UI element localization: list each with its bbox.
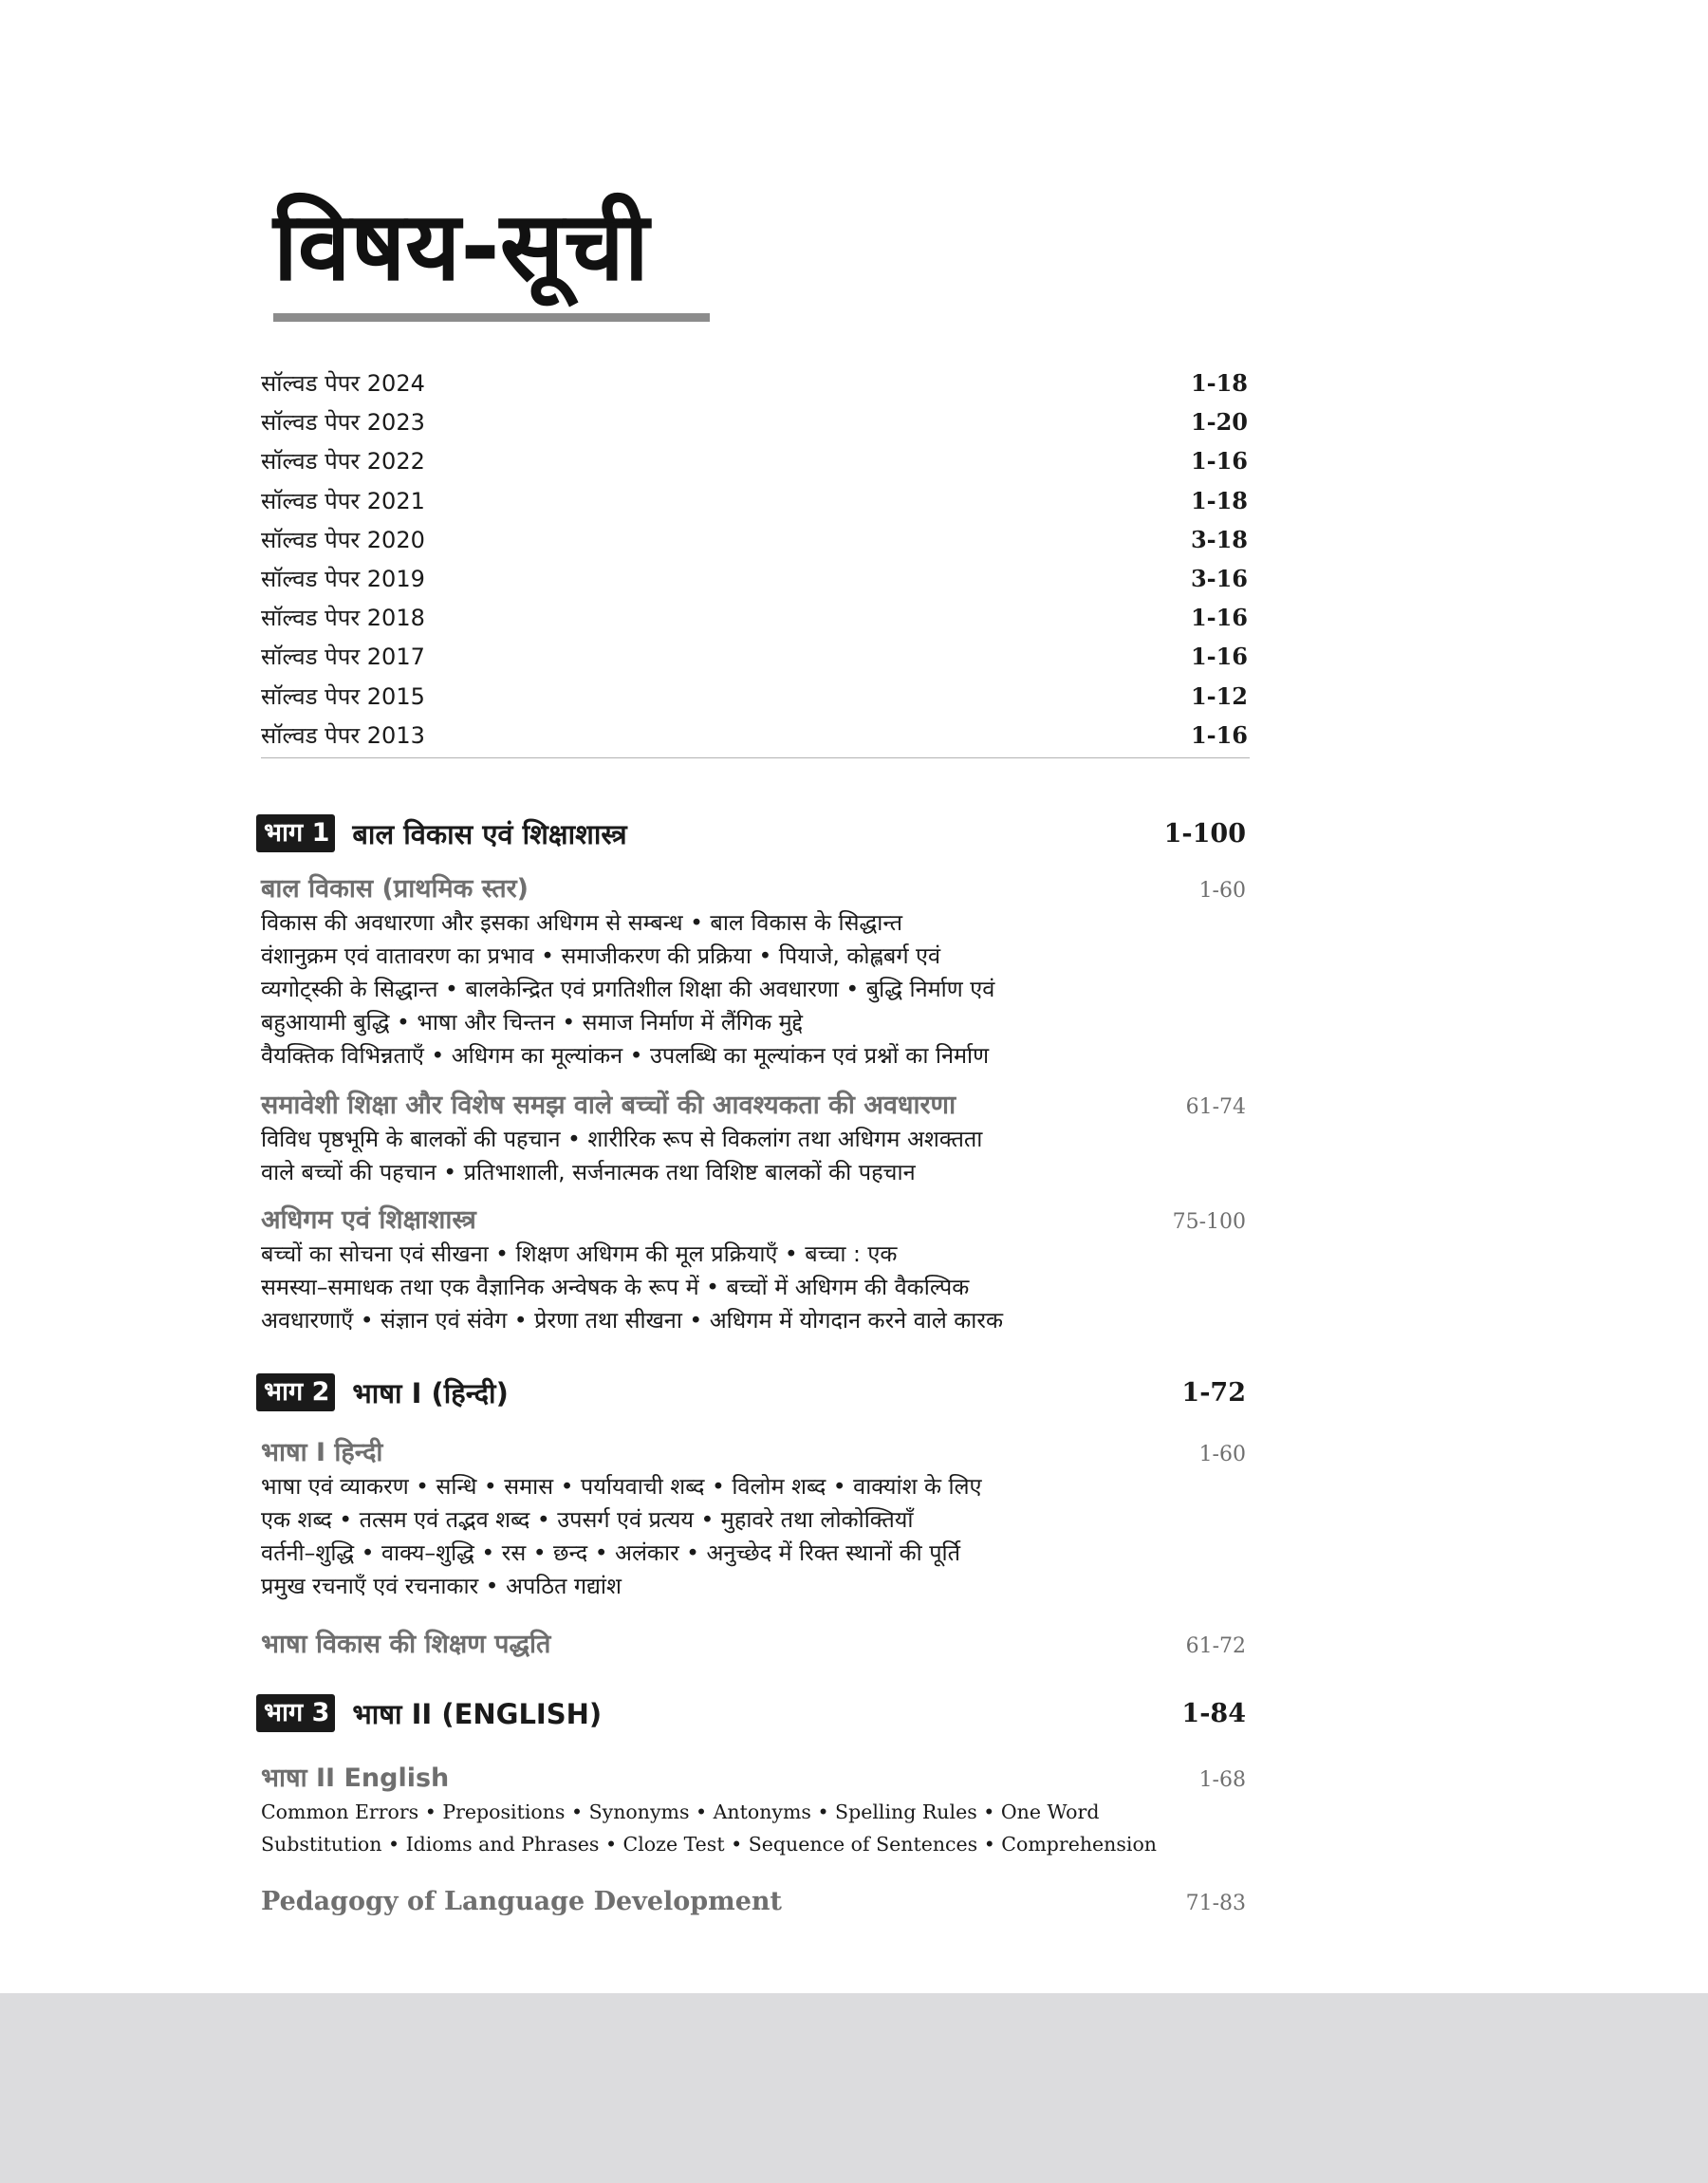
- section-topics: [261, 906, 1172, 1073]
- section-title: बाल विकास (प्राथमिक स्तर): [261, 874, 529, 904]
- part-title: बाल विकास एवं शिक्षाशास्त्र: [352, 817, 627, 850]
- paper-range: 1-16: [1190, 604, 1248, 632]
- divider: [261, 757, 1250, 758]
- section-topics: [261, 1470, 1172, 1603]
- section-topics: [261, 1796, 1191, 1860]
- paper-label: सॉल्वड पेपर 2013: [261, 721, 425, 749]
- paper-row[interactable]: [261, 716, 1248, 755]
- topic-line: भाषा एवं व्याकरण • सन्धि • समास • पर्यायवाची शब्द • विलोम शब्द • वाक्यांश के लिए: [261, 1473, 982, 1500]
- paper-label: सॉल्वड पेपर 2017: [261, 644, 425, 671]
- part-range: 1-100: [1163, 818, 1246, 849]
- section-range: 61-72: [1185, 1634, 1246, 1658]
- section-range: 61-74: [1185, 1095, 1246, 1119]
- section-hindi-pedagogy[interactable]: [261, 1625, 1246, 1660]
- title-underline: [273, 313, 710, 322]
- section-learning-pedagogy[interactable]: [261, 1201, 1246, 1337]
- paper-label: सॉल्वड पेपर 2023: [261, 409, 425, 437]
- paper-range: 1-18: [1190, 486, 1248, 514]
- solved-papers-list: [261, 364, 1248, 755]
- topic-line: विविध पृष्ठभूमि के बालकों की पहचान • शारीरिक रूप से विकलांग तथा अधिगम अशक्तता: [261, 1126, 983, 1152]
- section-range: 75-100: [1172, 1210, 1246, 1234]
- page-footer-band: [0, 1993, 1708, 2183]
- part-range: 1-84: [1181, 1698, 1246, 1728]
- topic-line: बहुआयामी बुद्धि • भाषा और चिन्तन • समाज निर्माण में लैंगिक मुद्दे: [261, 1009, 804, 1036]
- section-topics: [261, 1238, 1172, 1337]
- section-range: 71-83: [1185, 1892, 1246, 1915]
- section-title: भाषा I हिन्दी: [261, 1438, 383, 1467]
- section-inclusive-education[interactable]: [261, 1086, 1246, 1189]
- paper-range: 1-16: [1190, 643, 1248, 671]
- topic-line: व्यगोट्स्की के सिद्धान्त • बालकेन्द्रित एवं प्रगतिशील शिक्षा की अवधारणा • बुद्धि निर्माण एवं: [261, 976, 995, 1002]
- paper-range: 1-12: [1190, 681, 1248, 710]
- paper-row[interactable]: [261, 520, 1248, 559]
- topic-line: प्रमुख रचनाएँ एवं रचनाकार • अपठित गद्यांश: [261, 1573, 622, 1599]
- paper-row[interactable]: [261, 559, 1248, 598]
- paper-range: 1-20: [1190, 408, 1248, 437]
- paper-range: 1-16: [1190, 447, 1248, 476]
- paper-label: सॉल्वड पेपर 2020: [261, 526, 425, 553]
- part-range: 1-72: [1181, 1377, 1246, 1408]
- section-english[interactable]: [261, 1759, 1246, 1860]
- section-title: अधिगम एवं शिक्षाशास्त्र: [261, 1205, 476, 1235]
- section-title: भाषा विकास की शिक्षण पद्धति: [261, 1630, 551, 1659]
- section-english-pedagogy[interactable]: [261, 1887, 1246, 1916]
- part-badge: भाग 2: [256, 1373, 335, 1411]
- part-badge: भाग 1: [256, 814, 335, 852]
- part-title: भाषा I (हिन्दी): [352, 1376, 509, 1409]
- paper-row[interactable]: [261, 598, 1248, 637]
- page-title: विषय-सूची: [273, 191, 649, 302]
- paper-row[interactable]: [261, 677, 1248, 716]
- paper-row[interactable]: [261, 364, 1248, 402]
- paper-label: सॉल्वड पेपर 2018: [261, 605, 425, 632]
- paper-range: 3-18: [1190, 525, 1248, 553]
- topic-line: अवधारणाएँ • संज्ञान एवं संवेग • प्रेरणा तथा सीखना • अधिगम में योगदान करने वाले कारक: [261, 1307, 1004, 1334]
- section-child-development[interactable]: [261, 869, 1246, 1073]
- paper-label: सॉल्वड पेपर 2019: [261, 566, 425, 593]
- topic-line: वंशानुक्रम एवं वातावरण का प्रभाव • समाजीकरण की प्रक्रिया • पियाजे, कोह्लबर्ग एवं: [261, 942, 941, 969]
- section-title: भाषा II English: [261, 1763, 450, 1793]
- topic-line: वैयक्तिक विभिन्नताएँ • अधिगम का मूल्यांकन • उपलब्धि का मूल्यांकन एवं प्रश्नों का निर्माण: [261, 1042, 990, 1069]
- topic-line: विकास की अवधारणा और इसका अधिगम से सम्बन्ध • बाल विकास के सिद्धान्त: [261, 909, 902, 936]
- paper-row[interactable]: [261, 441, 1248, 480]
- part-2-heading[interactable]: [256, 1372, 1246, 1412]
- section-range: 1-60: [1198, 879, 1246, 903]
- paper-label: सॉल्वड पेपर 2024: [261, 370, 425, 398]
- topic-line: Common Errors • Prepositions • Synonyms • Antonyms • Spelling Rules • One Word: [261, 1801, 1100, 1823]
- paper-row[interactable]: [261, 637, 1248, 676]
- topic-line: Substitution • Idioms and Phrases • Cloze Test • Sequence of Sentences • Comprehension: [261, 1833, 1157, 1856]
- section-range: 1-60: [1198, 1443, 1246, 1466]
- paper-row[interactable]: [261, 481, 1248, 520]
- topic-line: समस्या–समाधक तथा एक वैज्ञानिक अन्वेषक के रूप में • बच्चों में अधिगम की वैकल्पिक: [261, 1274, 970, 1300]
- part-3-heading[interactable]: [256, 1693, 1246, 1733]
- part-badge: भाग 3: [256, 1694, 335, 1732]
- paper-range: 3-16: [1190, 565, 1248, 593]
- topic-line: बच्चों का सोचना एवं सीखना • शिक्षण अधिगम की मूल प्रक्रियाएँ • बच्चा : एक: [261, 1241, 898, 1267]
- paper-range: 1-16: [1190, 720, 1248, 749]
- paper-label: सॉल्वड पेपर 2021: [261, 487, 425, 514]
- paper-label: सॉल्वड पेपर 2015: [261, 682, 425, 710]
- section-range: 1-68: [1198, 1768, 1246, 1792]
- part-1-heading[interactable]: [256, 813, 1246, 853]
- section-hindi[interactable]: [261, 1433, 1246, 1603]
- topic-line: वाले बच्चों की पहचान • प्रतिभाशाली, सर्जनात्मक तथा विशिष्ट बालकों की पहचान: [261, 1159, 916, 1185]
- topic-line: वर्तनी–शुद्धि • वाक्य–शुद्धि • रस • छन्द • अलंकार • अनुच्छेद में रिक्त स्थानों की पूर्ति: [261, 1539, 961, 1566]
- part-title: भाषा II (ENGLISH): [352, 1697, 603, 1730]
- paper-label: सॉल्वड पेपर 2022: [261, 448, 425, 476]
- section-title: समावेशी शिक्षा और विशेष समझ वाले बच्चों की आवश्यकता की अवधारणा: [261, 1091, 956, 1120]
- section-title: Pedagogy of Language Development: [261, 1887, 783, 1916]
- paper-range: 1-18: [1190, 369, 1248, 398]
- topic-line: एक शब्द • तत्सम एवं तद्भव शब्द • उपसर्ग एवं प्रत्यय • मुहावरे तथा लोकोक्तियाँ: [261, 1506, 914, 1533]
- paper-row[interactable]: [261, 402, 1248, 441]
- section-topics: [261, 1123, 1172, 1189]
